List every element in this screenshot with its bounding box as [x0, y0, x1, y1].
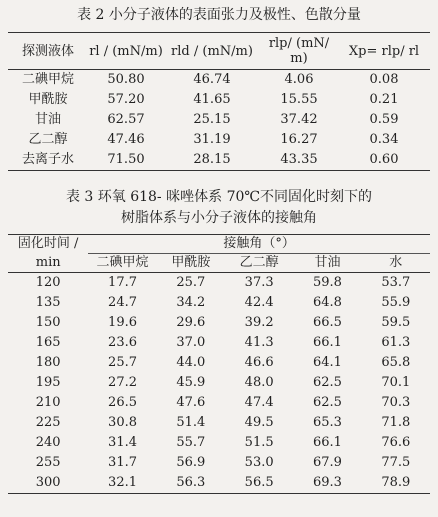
table-cell: 37.3	[244, 275, 274, 290]
table-cell: 0.34	[369, 132, 399, 147]
table-cell: 去离子水	[21, 152, 74, 167]
table-cell: 62.5	[312, 375, 342, 390]
table-cell: 51.5	[244, 435, 274, 450]
table-cell: 44.0	[176, 355, 206, 370]
table-cell: 二碘甲烷	[21, 72, 74, 87]
table-cell: 210	[35, 395, 61, 410]
table-cell: 30.8	[108, 415, 137, 430]
table-cell: 180	[35, 355, 61, 370]
table-cell: 57.20	[107, 92, 145, 107]
table3-row	[8, 433, 430, 453]
table-cell: 62.57	[107, 112, 145, 127]
table-cell: 37.0	[176, 335, 206, 350]
table3-body	[8, 273, 430, 494]
table-cell: 25.7	[108, 355, 137, 370]
table2-row	[8, 130, 430, 150]
table-cell: 71.50	[107, 152, 145, 167]
table-cell: 0.60	[369, 152, 399, 167]
header-rlp	[260, 33, 338, 70]
table-cell: 53.0	[244, 455, 274, 470]
table-cell: 17.7	[108, 275, 137, 290]
table-cell: 16.27	[280, 132, 318, 147]
table-cell: 29.6	[176, 315, 206, 330]
table3-header-row-2	[8, 254, 430, 273]
table3-row	[8, 473, 430, 494]
table-cell: 41.3	[244, 335, 274, 350]
table-cell: 48.0	[244, 375, 274, 390]
table-cell: 31.7	[108, 455, 137, 470]
table-cell: 300	[35, 475, 61, 490]
table2-row	[8, 110, 430, 130]
table-cell: 56.3	[176, 475, 206, 490]
table-cell: 165	[35, 335, 61, 350]
table-cell: 255	[35, 455, 61, 470]
header-rl: rl / (mN/m)	[88, 33, 164, 70]
table-cell: 64.1	[312, 355, 342, 370]
table-cell: 34.2	[176, 295, 206, 310]
table-cell: 62.5	[312, 395, 342, 410]
header-rld: rld / (mN/m)	[164, 33, 260, 70]
table-cell: 55.9	[381, 295, 411, 310]
header-glycerol: 甘油	[293, 254, 361, 273]
table2-caption: 表 2 小分子液体的表面张力及极性、色散分量	[77, 7, 361, 23]
header-contact-angle: 接触角（°）	[88, 235, 430, 254]
table-cell: 甘油	[34, 112, 61, 127]
table-cell: 甲酰胺	[28, 92, 68, 107]
table3-row	[8, 313, 430, 333]
table2-row	[8, 150, 430, 171]
table-cell: 67.9	[312, 455, 342, 470]
table-cell: 0.08	[369, 72, 399, 87]
table-cell: 23.6	[108, 335, 137, 350]
table2-header-row	[8, 33, 430, 70]
table-cell: 65.3	[312, 415, 342, 430]
table-cell: 51.4	[176, 415, 206, 430]
table-cell: 150	[35, 315, 61, 330]
header-diiodomethane: 二碘甲烷	[88, 254, 156, 273]
contact-angle-table	[8, 234, 430, 494]
table-cell: 53.7	[381, 275, 411, 290]
table-cell: 56.9	[176, 455, 206, 470]
surface-tension-table	[8, 32, 430, 171]
table3-caption-line1: 表 3 环氧 618- 咪唑体系 70℃不同固化时刻下的	[65, 189, 373, 205]
table3-row	[8, 393, 430, 413]
table-cell: 50.80	[107, 72, 145, 87]
table3-row	[8, 353, 430, 373]
table-cell: 0.59	[369, 112, 399, 127]
table-cell: 78.9	[381, 475, 411, 490]
table-cell: 24.7	[108, 295, 137, 310]
table-cell: 135	[35, 295, 61, 310]
header-probe-liquid: 探测液体	[8, 33, 88, 70]
table-cell: 43.35	[280, 152, 318, 167]
table-cell: 25.7	[176, 275, 206, 290]
table-cell: 65.8	[381, 355, 411, 370]
table-cell: 0.21	[369, 92, 399, 107]
table-cell: 70.3	[381, 395, 411, 410]
table-cell: 42.4	[244, 295, 274, 310]
table-cell: 31.4	[108, 435, 137, 450]
table-cell: 59.8	[312, 275, 342, 290]
table-cell: 71.8	[381, 415, 411, 430]
table2-body	[8, 70, 430, 171]
table-cell: 47.46	[107, 132, 145, 147]
table-cell: 195	[35, 375, 61, 390]
table-cell: 70.1	[381, 375, 411, 390]
header-formamide: 甲酰胺	[157, 254, 225, 273]
table-cell: 37.42	[280, 112, 318, 127]
table-cell: 45.9	[176, 375, 206, 390]
table-cell: 19.6	[108, 315, 137, 330]
table3-row	[8, 413, 430, 433]
table-cell: 27.2	[108, 375, 137, 390]
table-cell: 32.1	[108, 475, 137, 490]
table3-row	[8, 293, 430, 313]
table-cell: 61.3	[381, 335, 411, 350]
table-cell: 25.15	[193, 112, 231, 127]
table-cell: 26.5	[108, 395, 137, 410]
table-cell: 66.1	[312, 335, 342, 350]
table-cell: 240	[35, 435, 61, 450]
table-cell: 225	[35, 415, 61, 430]
table-cell: 59.5	[381, 315, 411, 330]
table-cell: 4.06	[284, 72, 314, 87]
table-cell: 47.6	[176, 395, 206, 410]
table-cell: 49.5	[244, 415, 274, 430]
table-cell: 31.19	[193, 132, 231, 147]
table-cell: 41.65	[193, 92, 231, 107]
header-water: 水	[362, 254, 430, 273]
header-xp: Xp= rlp/ rl	[338, 33, 430, 70]
header-cure-time-line2: min	[8, 254, 88, 273]
table-cell: 46.74	[193, 72, 231, 87]
table-cell: 66.5	[312, 315, 342, 330]
table-cell: 120	[35, 275, 61, 290]
table3-header-row-1	[8, 235, 430, 254]
table-cell: 55.7	[176, 435, 206, 450]
table2-row	[8, 90, 430, 110]
header-ethylene-glycol: 乙二醇	[225, 254, 293, 273]
table-cell: 15.55	[280, 92, 318, 107]
table2-row	[8, 70, 430, 91]
table-cell: 乙二醇	[28, 132, 68, 147]
table-cell: 56.5	[244, 475, 274, 490]
header-cure-time-line1: 固化时间 /	[17, 236, 79, 252]
table3-row	[8, 333, 430, 353]
table-cell: 28.15	[193, 152, 231, 167]
table3-row	[8, 273, 430, 294]
table3-row	[8, 453, 430, 473]
table3-row	[8, 373, 430, 393]
table-cell: 46.6	[244, 355, 274, 370]
table-cell: 47.4	[244, 395, 274, 410]
table-cell: 64.8	[312, 295, 342, 310]
table-cell: 69.3	[312, 475, 342, 490]
table-cell: 77.5	[381, 455, 411, 470]
table-cell: 66.1	[312, 435, 342, 450]
table-cell: 76.6	[381, 435, 411, 450]
table-cell: 39.2	[244, 315, 274, 330]
table3-caption-line2: 树脂体系与小分子液体的接触角	[121, 210, 317, 226]
header-rlp-text: rlp/ (mN/ m)	[268, 36, 330, 66]
